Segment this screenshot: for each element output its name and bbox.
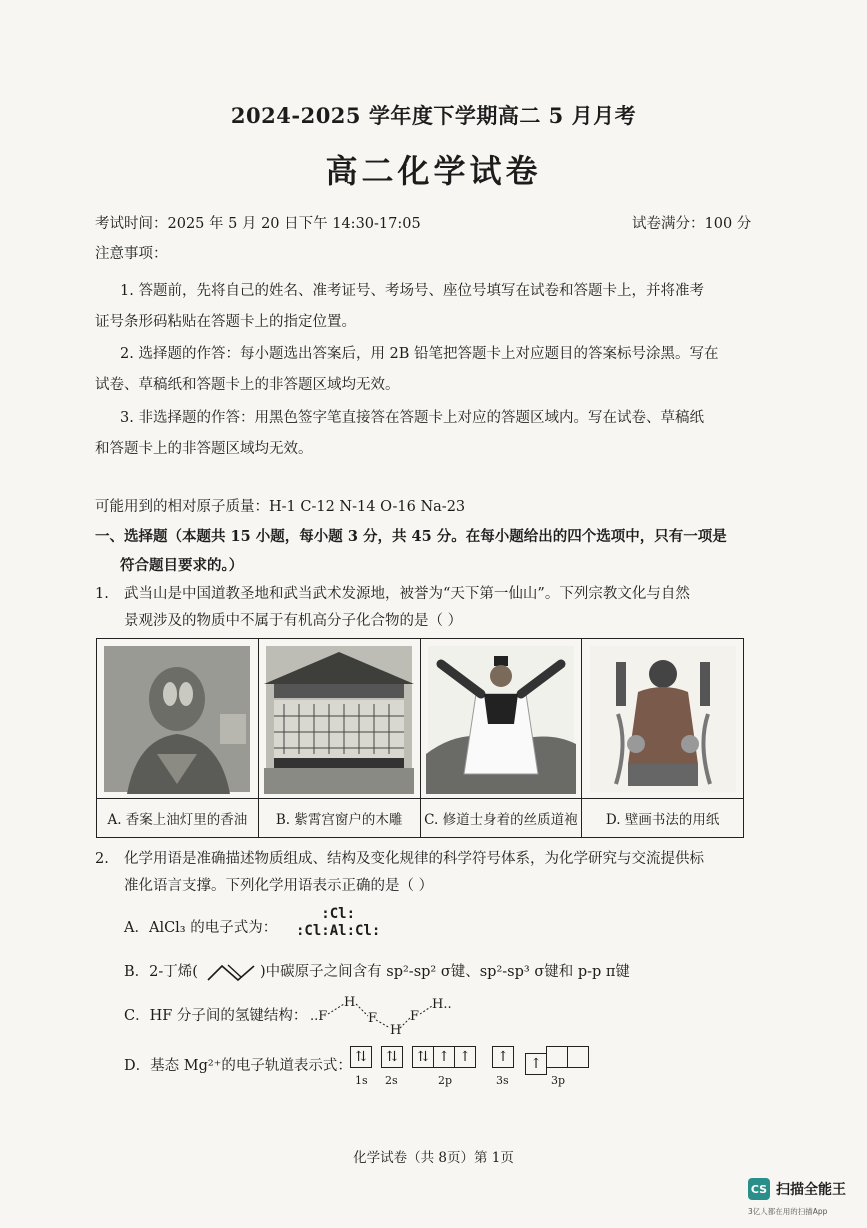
orbital-2s (381, 1046, 402, 1068)
alcl3-electron-formula (296, 906, 380, 940)
notice-heading: 注意事项： (95, 246, 168, 262)
orbital-box: ↑ (492, 1046, 514, 1068)
subject-title: 高二化学试卷 (325, 152, 542, 190)
notice-item-2a: 2. 选择题的作答：每小题选出答案后，用 2B 铅笔把答题卡上对应题目的答案标号涂黑。写在 (120, 346, 719, 362)
q1-option-c-cell (421, 639, 583, 837)
svg-text:F: F (410, 1009, 420, 1024)
q2-option-b-text: )中碳原子之间含有 sp²-sp² σ键、sp²-sp³ σ键和 p-p π键 (260, 964, 630, 980)
q1-option-b-photo (259, 639, 420, 799)
q2-option-a-label: A．AlCl₃ 的电子式为： (124, 920, 278, 936)
q1-option-a: A. 香案上油灯里的香油 (107, 812, 248, 829)
cs-logo-icon: CS (748, 1178, 770, 1200)
q1-option-d: D. 壁画书法的用纸 (605, 812, 720, 829)
svg-text:H: H (344, 995, 356, 1010)
q1-text-b: 景观涉及的物质中不属于有机高分子化合物的是（ ） (124, 613, 463, 629)
orbital-box: ↑ (525, 1053, 547, 1075)
section-heading-a: 一、选择题（本题共 15 小题，每小题 3 分，共 45 分。在每小题给出的四个选项中，只有一项是 (95, 528, 727, 545)
exam-title: 2024-2025 学年度下学期高二 5 月月考 (230, 103, 637, 128)
q2-option-b-prefix: B．2-丁烯( (124, 964, 198, 980)
q1-option-a-photo (97, 639, 258, 799)
orbital-box: ⇅ (412, 1046, 434, 1068)
hf-hydrogen-bond-diagram (306, 994, 466, 1038)
q2-text-b: 准化语言支撑。下列化学用语表示正确的是（ ） (124, 878, 434, 894)
scanner-tagline: 3亿人都在用的扫描App (748, 1207, 828, 1216)
notice-item-3a: 3. 非选择题的作答：用黑色签字笔直接答在答题卡上对应的答题区域内。写在试卷、草稿纸 (120, 410, 704, 426)
orbital-box: ↑ (433, 1046, 455, 1068)
q2-option-d-label: D．基态 Mg²⁺的电子轨道表示式： (124, 1058, 352, 1074)
q1-number: 1. (95, 586, 109, 602)
svg-text:H..: H.. (432, 997, 452, 1012)
q1-option-b-cell (259, 639, 421, 837)
orbital-1s (350, 1046, 371, 1068)
orbital-box: ⇅ (350, 1046, 372, 1068)
exam-time: 考试时间：2025 年 5 月 20 日下午 14:30-17:05 (95, 216, 421, 232)
alcl3-main-row: :Cl:Al:Cl: (296, 923, 381, 939)
q1-option-b: B. 紫霄宫窗户的木雕 (275, 812, 403, 829)
orbital-2p (412, 1046, 475, 1068)
q2-number: 2. (95, 851, 109, 867)
page-footer: 化学试卷（共 8页）第 1页 (353, 1150, 514, 1166)
orbital-label-3s: 3s (496, 1074, 509, 1087)
orbital-box: ↑ (454, 1046, 476, 1068)
scanner-logo (748, 1178, 846, 1200)
orbital-label-2p: 2p (438, 1074, 453, 1087)
orbital-label-2s: 2s (385, 1074, 398, 1087)
q1-option-c: C. 修道士身着的丝质道袍 (424, 812, 578, 829)
section-heading-b: 符合题目要求的。） (120, 557, 244, 574)
svg-text:..F: ..F (310, 1009, 328, 1024)
svg-text:F: F (368, 1011, 378, 1026)
notice-item-2b: 试卷、草稿纸和答题卡上的非答题区域均无效。 (95, 377, 400, 393)
orbital-label-3p: 3p (551, 1074, 566, 1087)
notice-item-1a: 1. 答题前，先将自己的姓名、准考证号、考场号、座位号填写在试卷和答题卡上，并将准考 (120, 283, 704, 299)
full-score: 试卷满分：100 分 (632, 216, 752, 232)
scanner-name: 扫描全能王 (776, 1182, 846, 1198)
alcl3-top-chlorine: :Cl: (321, 906, 355, 922)
orbital-3s (492, 1046, 513, 1068)
orbital-3p (525, 1046, 588, 1075)
orbital-box: ⇅ (381, 1046, 403, 1068)
orbital-box (567, 1046, 589, 1068)
orbital-label-1s: 1s (355, 1074, 368, 1087)
q1-option-a-cell (97, 639, 259, 837)
q1-option-c-photo (421, 639, 582, 799)
svg-text:H: H (390, 1023, 402, 1038)
2-butene-skeletal-icon (204, 960, 260, 984)
orbital-box (546, 1046, 568, 1068)
atomic-masses: 可能用到的相对原子质量：H-1 C-12 N-14 O-16 Na-23 (95, 499, 466, 515)
notice-item-3b: 和答题卡上的非答题区域均无效。 (95, 441, 313, 457)
notice-item-1b: 证号条形码粘贴在答题卡上的指定位置。 (95, 314, 356, 330)
q1-option-d-photo (582, 639, 743, 799)
q2-option-c-label: C．HF 分子间的氢键结构： (124, 1008, 308, 1024)
q1-image-table (96, 638, 744, 838)
q1-text-a: 武当山是中国道教圣地和武当武术发源地，被誉为“天下第一仙山”。下列宗教文化与自然 (124, 586, 690, 602)
q2-text-a: 化学用语是准确描述物质组成、结构及变化规律的科学符号体系，为化学研究与交流提供标 (124, 851, 704, 867)
q1-option-d-cell (582, 639, 743, 837)
